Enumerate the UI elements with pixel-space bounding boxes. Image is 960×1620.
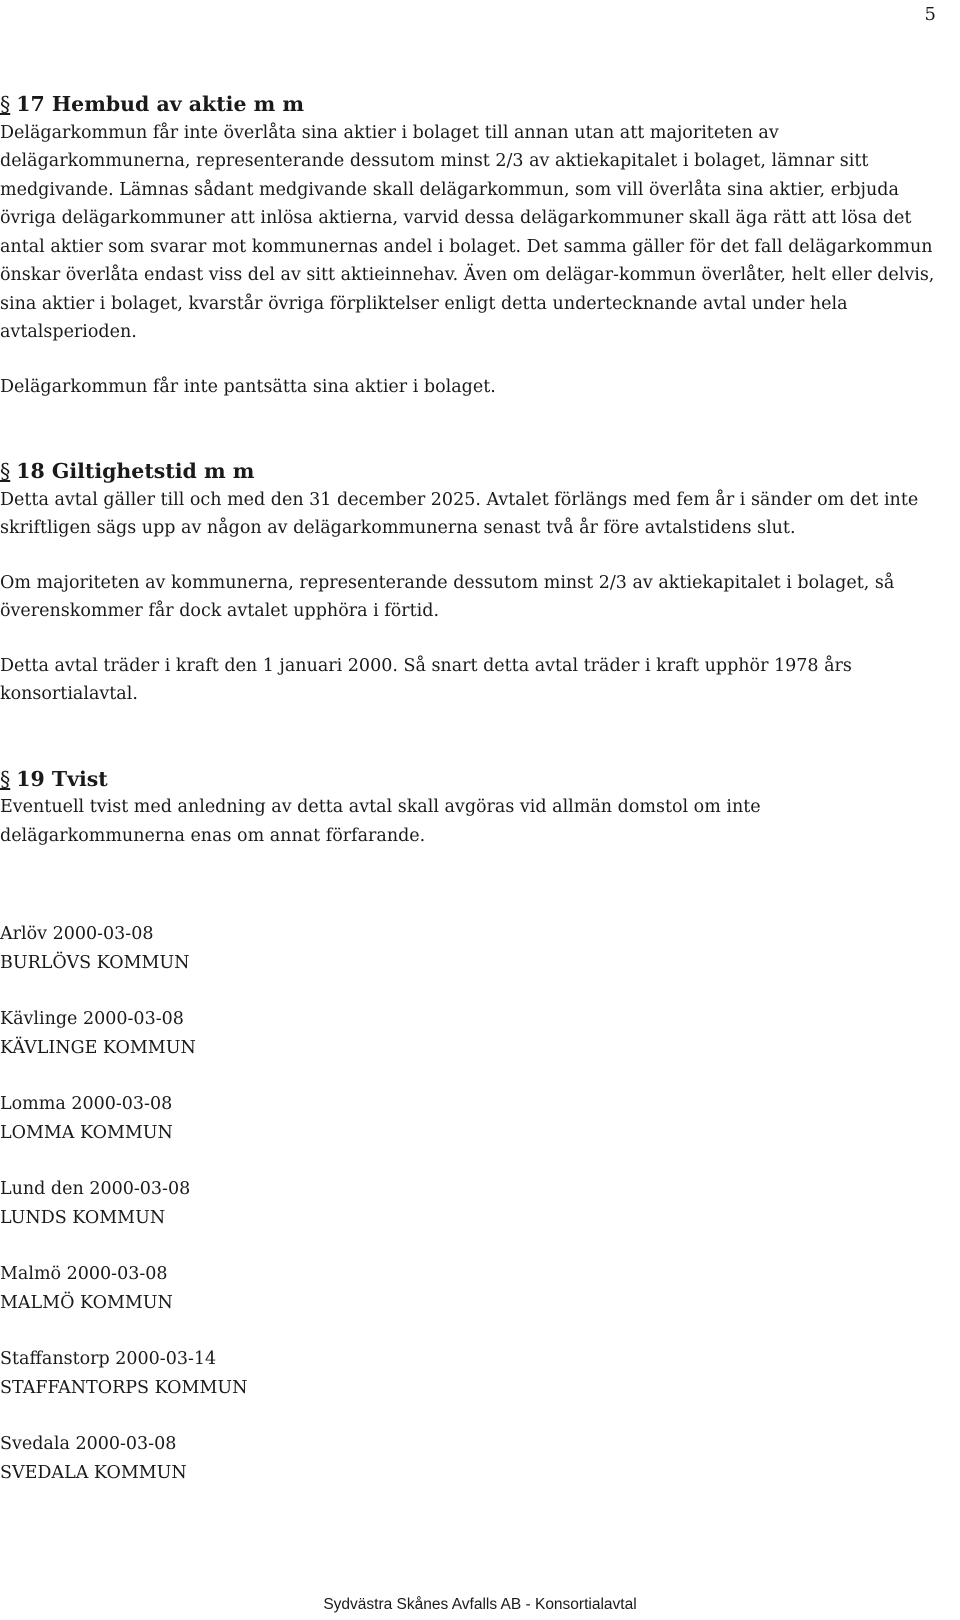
signature-municipality: LUNDS KOMMUN	[0, 1207, 166, 1228]
section-17-title: 17 Hembud av aktie m m	[16, 92, 305, 116]
signature-place-date: Kävlinge 2000-03-08	[0, 1009, 184, 1029]
signature-place-date: Staffanstorp 2000-03-14	[0, 1349, 217, 1369]
signature-place-date: Svedala 2000-03-08	[0, 1434, 177, 1454]
section-17-heading	[0, 90, 938, 119]
signature-municipality: STAFFANTORPS KOMMUN	[0, 1377, 248, 1398]
signature-block	[0, 1260, 938, 1317]
signature-block	[0, 920, 938, 977]
section-19-heading	[0, 765, 938, 794]
signature-place-date: Arlöv 2000-03-08	[0, 924, 154, 944]
section-18-paragraph-1: Detta avtal gäller till och med den 31 december 2025. Avtalet förlängs med fem år i sänder om det inte skriftligen sägs upp av någon av delägarkommunerna senast två år före avtalstidens slut.	[0, 489, 919, 538]
document-body	[0, 90, 938, 1515]
section-18-paragraph-2: Om majoriteten av kommunerna, representerande dessutom minst 2/3 av aktiekapitalet i bolaget, så överenskommer får dock avtalet upphöra i förtid.	[0, 572, 895, 621]
signature-municipality: MALMÖ KOMMUN	[0, 1292, 173, 1313]
section-17-paragraph-2: Delägarkommun får inte pantsätta sina aktier i bolaget.	[0, 376, 496, 397]
signature-block	[0, 1005, 938, 1062]
section-17-paragraph-1: Delägarkommun får inte överlåta sina aktier i bolaget till annan utan att majoriteten av delägarkommunerna, representerande dessutom minst 2/3 av aktiekapitalet i bolaget, lämnar sitt medgivande. Lämnas sådant medgivande skall delägarkommun, som vill överlåta sina aktier, erbjuda övriga delägarkommuner att inlösa aktierna, varvid dessa delägarkommuner skall äga rätt att lösa det antal aktier som svarar mot kommunernas andel i bolaget. Det samma gäller för det fall delägarkommun önskar överlåta endast viss del av sitt aktieinnehav. Även om delägar-kommun överlåter, helt eller delvis, sina aktier i bolaget, kvarstår övriga förpliktelser enligt detta undertecknande avtal under hela avtalsperioden.	[0, 122, 935, 342]
signature-list	[0, 920, 938, 1487]
section-symbol: §	[0, 92, 11, 116]
signature-place-date: Lomma 2000-03-08	[0, 1094, 173, 1114]
signature-municipality: SVEDALA KOMMUN	[0, 1462, 187, 1483]
signature-place-date: Malmö 2000-03-08	[0, 1264, 168, 1284]
signature-municipality: LOMMA KOMMUN	[0, 1122, 173, 1143]
section-symbol: §	[0, 459, 11, 483]
signature-block	[0, 1175, 938, 1232]
signature-block	[0, 1430, 938, 1487]
section-18-title: 18 Giltighetstid m m	[16, 459, 255, 483]
section-19-paragraph-1: Eventuell tvist med anledning av detta avtal skall avgöras vid allmän domstol om inte delägarkommunerna enas om annat förfarande.	[0, 797, 761, 846]
signature-block	[0, 1345, 938, 1402]
section-18-paragraph-3: Detta avtal träder i kraft den 1 januari 2000. Så snart detta avtal träder i kraft upphör 1978 års konsortialavtal.	[0, 655, 852, 704]
section-18-heading	[0, 457, 938, 486]
signature-municipality: KÄVLINGE KOMMUN	[0, 1037, 196, 1058]
signature-block	[0, 1090, 938, 1147]
section-19-title: 19 Tvist	[16, 766, 108, 791]
page-number: 5	[924, 4, 936, 25]
page-footer: Sydvästra Skånes Avfalls AB - Konsortialavtal	[323, 1596, 637, 1613]
signature-place-date: Lund den 2000-03-08	[0, 1179, 191, 1199]
section-symbol: §	[0, 766, 11, 791]
signature-municipality: BURLÖVS KOMMUN	[0, 952, 190, 973]
